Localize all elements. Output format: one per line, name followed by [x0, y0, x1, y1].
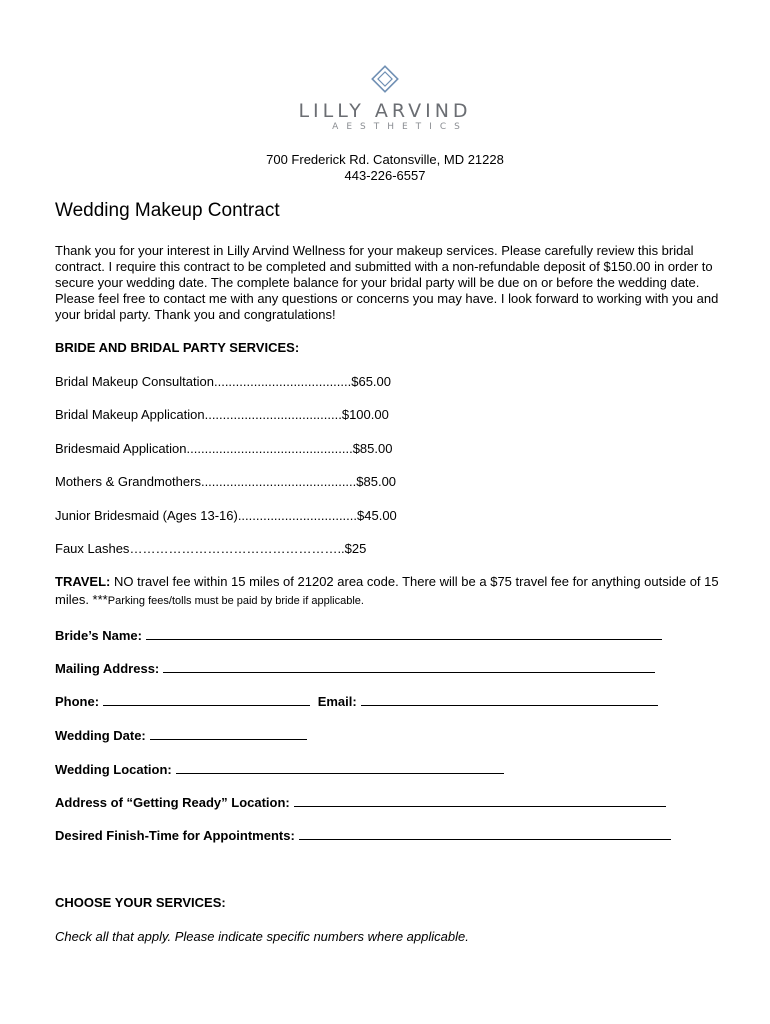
phone-field[interactable]	[103, 692, 310, 706]
wedding-date-row	[55, 726, 307, 743]
service-row-bridesmaid	[55, 441, 392, 456]
service-row-junior	[55, 508, 397, 523]
finish-time-row	[55, 826, 671, 843]
bride-name-label: Bride’s Name:	[55, 628, 142, 643]
travel-note: Parking fees/tolls must be paid by bride if applicable.	[107, 595, 364, 607]
business-address: 700 Frederick Rd. Catonsville, MD 21228	[266, 152, 504, 167]
service-name: Faux Lashes	[55, 541, 130, 556]
service-name: Junior Bridesmaid (Ages 13-16)	[55, 508, 238, 523]
brand-name: LILLY ARVIND	[298, 100, 472, 122]
getting-ready-field[interactable]	[294, 793, 666, 807]
service-price: $25	[344, 541, 367, 556]
wedding-location-label: Wedding Location:	[55, 762, 172, 777]
service-row-lashes	[55, 541, 366, 556]
service-row-mothers	[55, 474, 396, 489]
phone-email-row	[55, 692, 658, 709]
service-leader: .................................	[237, 508, 358, 523]
business-phone: 443-226-6557	[344, 168, 426, 183]
getting-ready-row	[55, 793, 666, 810]
contact-block	[0, 152, 770, 184]
phone-label: Phone:	[55, 694, 100, 709]
service-name: Bridesmaid Application	[55, 441, 187, 456]
wedding-location-field[interactable]	[176, 760, 504, 774]
email-label: Email:	[317, 694, 357, 709]
instructions-text: Check all that apply. Please indicate specific numbers where applicable.	[55, 929, 469, 944]
intro-paragraph: Thank you for your interest in Lilly Arvind Wellness for your makeup services. Please carefully review this bridal contract. I require this contract to be completed and submitted with a non-refundable deposit of $150.00 in order to secure your wedding date. The complete balance for your bridal party will be due on or before the wedding date. Please feel free to contact me with any questions or concerns you may have. I look forward to working with you and your bridal party. Thank you and congratulations!	[55, 243, 719, 322]
wedding-location-row	[55, 760, 504, 777]
service-price: $85.00	[356, 474, 397, 489]
bride-name-field[interactable]	[146, 626, 662, 640]
travel-text: NO travel fee within 15 miles of 21202 area code. There will be a $75 travel fee for anything outside of 15 miles. ***	[55, 574, 719, 607]
mailing-address-label: Mailing Address:	[55, 661, 160, 676]
travel-policy	[55, 573, 723, 610]
wedding-date-label: Wedding Date:	[55, 728, 146, 743]
service-leader: ...........................................	[200, 474, 357, 489]
service-price: $65.00	[351, 374, 391, 389]
bride-name-row	[55, 626, 662, 643]
service-name: Bridal Makeup Consultation	[55, 374, 214, 389]
choose-services-heading: CHOOSE YOUR SERVICES:	[55, 895, 226, 910]
service-row-application	[55, 407, 389, 422]
diamond-logo-icon	[368, 62, 402, 96]
finish-time-field[interactable]	[299, 826, 671, 840]
service-price: $45.00	[357, 508, 397, 523]
service-leader: ......................................	[204, 407, 342, 422]
email-field[interactable]	[361, 692, 658, 706]
service-name: Bridal Makeup Application	[55, 407, 205, 422]
finish-time-label: Desired Finish-Time for Appointments:	[55, 828, 295, 843]
document-title: Wedding Makeup Contract	[55, 200, 280, 221]
getting-ready-label: Address of “Getting Ready” Location:	[55, 795, 290, 810]
travel-label: TRAVEL:	[55, 574, 111, 589]
wedding-date-field[interactable]	[150, 726, 307, 740]
service-name: Mothers & Grandmothers	[55, 474, 201, 489]
service-price: $85.00	[352, 441, 393, 456]
service-leader: …………………………………………..	[129, 541, 345, 556]
services-heading: BRIDE AND BRIDAL PARTY SERVICES:	[55, 340, 300, 355]
service-leader: ......................................	[213, 374, 352, 389]
service-price: $100.00	[341, 407, 389, 422]
mailing-address-field[interactable]	[163, 659, 655, 673]
brand-subtitle: AESTHETICS	[332, 122, 468, 132]
mailing-address-row	[55, 659, 655, 676]
service-row-consultation	[55, 374, 391, 389]
brand-logo	[0, 62, 770, 132]
service-leader: ..............................................	[186, 441, 353, 456]
